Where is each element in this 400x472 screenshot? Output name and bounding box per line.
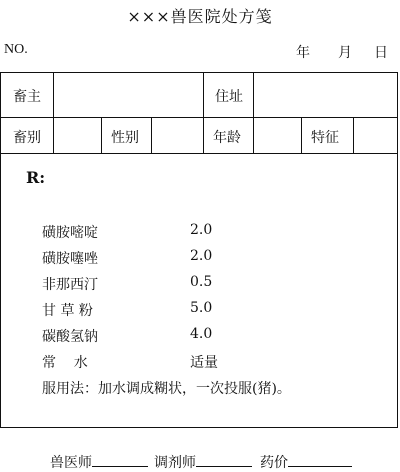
pharmacist-label: 调剂师 <box>154 455 196 471</box>
col-divider <box>353 117 354 153</box>
drug-name: 磺胺嘧啶 <box>42 225 98 241</box>
col-divider <box>253 117 254 153</box>
species-label: 畜别 <box>13 130 41 146</box>
drug-name: 磺胺噻唑 <box>42 251 98 267</box>
col-divider <box>151 117 152 153</box>
drug-dose: 2.0 <box>190 222 213 238</box>
sex-field[interactable] <box>153 119 201 151</box>
prescription-title: ×××兽医院处方笺 <box>127 7 273 26</box>
drug-dose: 4.0 <box>190 326 213 342</box>
col-divider <box>53 73 54 117</box>
drug-name: 非那西汀 <box>42 277 98 293</box>
pharmacist-signature <box>154 452 252 472</box>
date-year-label: 年 <box>296 45 310 61</box>
address-field[interactable] <box>255 75 395 115</box>
price-line[interactable] <box>288 454 352 467</box>
row-divider-1 <box>1 117 397 118</box>
vet-label: 兽医师 <box>50 455 92 471</box>
row-divider-2 <box>1 153 397 154</box>
vet-signature <box>50 452 148 472</box>
drug-dose: 0.5 <box>190 274 213 290</box>
vet-signature-line[interactable] <box>92 454 148 467</box>
col-divider <box>301 117 302 153</box>
col-divider <box>253 73 254 117</box>
sex-label: 性别 <box>111 130 139 146</box>
usage-instructions: 服用法：加水调成糊状，一次投服(猪)。 <box>42 381 291 397</box>
col-divider <box>101 117 102 153</box>
col-divider <box>203 117 204 153</box>
price-label: 药价 <box>260 455 288 471</box>
drug-dose: 2.0 <box>190 248 213 264</box>
age-label: 年龄 <box>213 130 241 146</box>
drug-name: 碳酸氢钠 <box>42 329 98 345</box>
col-divider <box>53 117 54 153</box>
col-divider <box>203 73 204 117</box>
age-field[interactable] <box>255 119 299 151</box>
drug-dose: 适量 <box>190 355 218 371</box>
date-month-label: 月 <box>338 45 352 61</box>
pharmacist-signature-line[interactable] <box>196 454 252 467</box>
feature-label: 特征 <box>311 130 339 146</box>
drug-name: 甘 草 粉 <box>42 303 93 319</box>
price-field <box>260 452 352 472</box>
owner-field[interactable] <box>55 75 201 115</box>
drug-name: 常 水 <box>42 355 88 371</box>
feature-field[interactable] <box>355 119 395 151</box>
prescription-number-label: NO. <box>4 42 28 57</box>
address-label: 住址 <box>215 89 243 105</box>
owner-label: 畜主 <box>13 89 41 105</box>
date-day-label: 日 <box>374 45 388 61</box>
rx-symbol: R: <box>26 168 46 187</box>
drug-dose: 5.0 <box>190 300 213 316</box>
species-field[interactable] <box>55 119 99 151</box>
